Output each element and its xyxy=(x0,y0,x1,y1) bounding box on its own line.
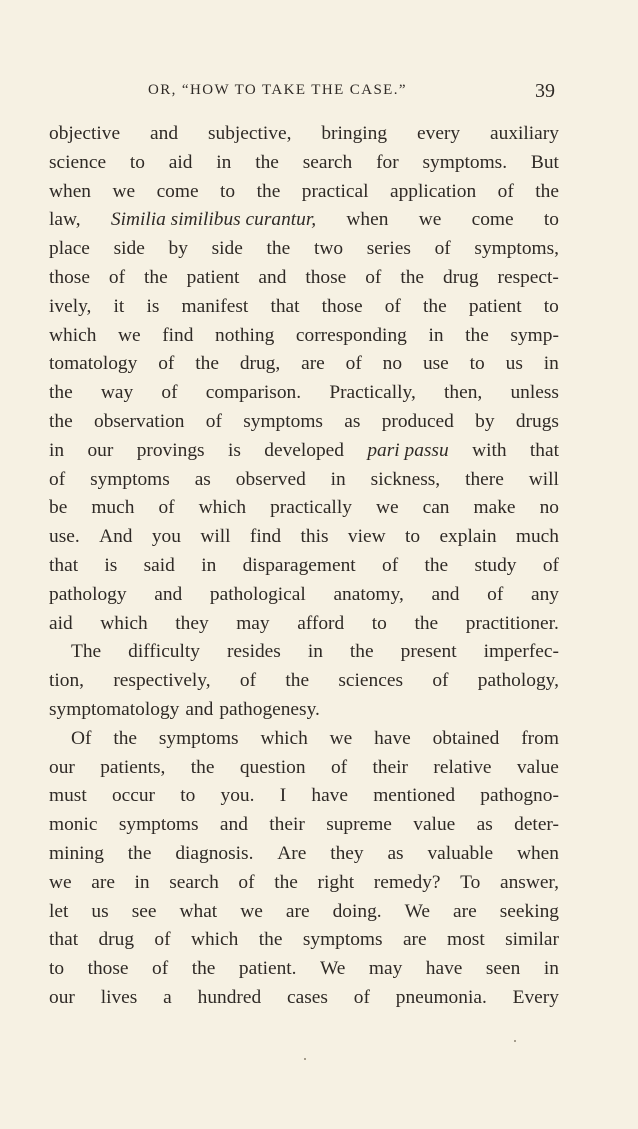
word: difficulty xyxy=(128,641,200,663)
word: of xyxy=(238,871,255,893)
word: patient xyxy=(468,295,522,317)
word: science xyxy=(49,151,107,173)
word: find xyxy=(249,526,282,548)
word: of xyxy=(239,670,257,692)
word: is xyxy=(146,295,160,317)
word: our xyxy=(87,439,114,461)
word: which xyxy=(190,929,239,951)
word: We xyxy=(404,900,431,922)
word: of xyxy=(353,986,370,1008)
word: may xyxy=(368,958,403,980)
paragraph xyxy=(49,638,559,724)
word: resides xyxy=(226,641,281,663)
word: auxiliary xyxy=(490,123,559,144)
word: in xyxy=(307,641,323,663)
word: value xyxy=(413,814,456,836)
word: of xyxy=(158,353,175,375)
word: then, xyxy=(444,382,483,404)
word: symptoms xyxy=(243,410,323,432)
word: drug xyxy=(443,266,479,288)
word: to xyxy=(469,353,485,375)
text-line xyxy=(49,494,559,523)
text-line xyxy=(49,466,559,495)
word: drug xyxy=(98,929,135,951)
word: we xyxy=(112,180,136,202)
word: the xyxy=(144,266,168,288)
word: in xyxy=(428,324,444,346)
word: cases xyxy=(287,986,328,1008)
word: similar xyxy=(505,929,559,951)
word: that xyxy=(49,929,79,951)
word: we xyxy=(375,497,399,519)
word: our xyxy=(49,986,75,1008)
word: deter- xyxy=(514,814,559,836)
word: present xyxy=(400,641,457,663)
word: tomatology xyxy=(49,353,138,375)
word: those xyxy=(49,266,90,288)
word: when xyxy=(346,209,389,231)
word: symptoms xyxy=(118,814,199,836)
word: pathology, xyxy=(477,670,559,692)
word: symptoms xyxy=(302,929,383,951)
word: and xyxy=(258,266,287,288)
word: of xyxy=(161,382,178,404)
word: from xyxy=(521,727,559,749)
word: the xyxy=(400,266,425,288)
word: application xyxy=(390,180,477,202)
word: patient. xyxy=(238,958,297,980)
word: pathogno- xyxy=(480,785,559,807)
word: comparison. xyxy=(205,382,302,404)
word: this xyxy=(300,526,329,548)
word: as xyxy=(344,410,361,432)
word: come xyxy=(471,209,514,231)
word: observed xyxy=(235,468,306,490)
body-text xyxy=(49,120,559,1013)
word: Practically, xyxy=(329,382,416,404)
word: use. xyxy=(49,526,80,548)
word: Similia similibus curantur, xyxy=(110,209,317,231)
word: the xyxy=(255,151,279,173)
word: pari passu xyxy=(367,439,449,461)
word: symptoms. xyxy=(422,151,508,173)
word: they xyxy=(330,842,364,864)
word: of xyxy=(434,238,451,260)
word: seen xyxy=(485,958,521,980)
word: of xyxy=(542,554,559,576)
word: they xyxy=(175,612,209,634)
text-line xyxy=(49,840,559,869)
word: in xyxy=(134,871,150,893)
word: search xyxy=(169,871,219,893)
word: lives xyxy=(100,986,138,1008)
text-line xyxy=(49,350,559,379)
word: let xyxy=(49,900,69,922)
word: those xyxy=(305,266,347,288)
text-line xyxy=(49,782,559,811)
word: of xyxy=(345,353,362,375)
word: drug, xyxy=(239,353,281,375)
word: obtained xyxy=(432,727,500,749)
word: the xyxy=(49,382,73,404)
word: explain xyxy=(439,526,497,548)
word: the xyxy=(424,554,449,576)
word: we xyxy=(418,209,442,231)
word: no xyxy=(539,497,559,519)
text-line xyxy=(49,869,559,898)
word: which xyxy=(49,324,97,346)
word: of xyxy=(158,497,175,519)
word: you xyxy=(151,526,181,548)
text-line xyxy=(49,725,559,754)
word: pathogenesy. xyxy=(219,698,320,720)
word: practitioner. xyxy=(465,612,559,634)
word: subjective, xyxy=(207,123,292,144)
word: the xyxy=(266,238,291,260)
word: to xyxy=(220,180,236,202)
word: of xyxy=(205,410,222,432)
word: respect- xyxy=(497,266,559,288)
word: afford xyxy=(297,612,345,634)
word: I xyxy=(279,785,287,807)
word: which xyxy=(260,727,308,749)
word: in xyxy=(330,468,346,490)
word: that xyxy=(270,295,300,317)
word: are xyxy=(453,900,477,922)
word: and xyxy=(150,123,179,144)
word: the xyxy=(190,756,215,778)
word: practically xyxy=(270,497,352,519)
word: by xyxy=(475,410,495,432)
word: symptoms, xyxy=(474,238,559,260)
word: of xyxy=(487,583,504,605)
word: disparagement xyxy=(242,554,356,576)
word: the xyxy=(274,871,298,893)
word: of xyxy=(432,670,449,692)
word: of xyxy=(108,266,126,288)
word: value xyxy=(516,756,559,778)
word: aid xyxy=(49,612,73,634)
word: that xyxy=(529,439,559,461)
word: that xyxy=(49,554,79,576)
word: see xyxy=(131,900,157,922)
word: and xyxy=(154,583,183,605)
text-line xyxy=(49,149,559,178)
word: to xyxy=(129,151,145,173)
word: and xyxy=(185,698,214,720)
word: drugs xyxy=(515,410,559,432)
word: said xyxy=(143,554,175,576)
word: answer, xyxy=(499,871,559,893)
word: be xyxy=(49,497,68,519)
word: find xyxy=(162,324,194,346)
word: pneumonia. xyxy=(395,986,487,1008)
word: Of xyxy=(71,727,92,749)
word: imperfec- xyxy=(483,641,559,663)
word: corresponding xyxy=(295,324,407,346)
word: there xyxy=(465,468,504,490)
word: for xyxy=(376,151,399,173)
word: of xyxy=(152,958,169,980)
word: much xyxy=(91,497,135,519)
word: is xyxy=(104,554,118,576)
word: to xyxy=(543,209,559,231)
word: when xyxy=(49,180,92,202)
running-header xyxy=(0,82,638,106)
word: symptomatology xyxy=(49,698,180,720)
word: the xyxy=(465,324,489,346)
word: are xyxy=(301,353,325,375)
word: doing. xyxy=(332,900,382,922)
word: anatomy, xyxy=(333,583,404,605)
word: may xyxy=(236,612,270,634)
word: supreme xyxy=(326,814,392,836)
word: patient xyxy=(186,266,240,288)
word: can xyxy=(422,497,450,519)
word: have xyxy=(374,727,411,749)
word: of xyxy=(365,266,382,288)
word: as xyxy=(387,842,404,864)
word: mining xyxy=(49,842,104,864)
word: occur xyxy=(111,785,155,807)
word: aid xyxy=(168,151,193,173)
word: and xyxy=(431,583,460,605)
word: the xyxy=(349,641,374,663)
word: as xyxy=(476,814,493,836)
text-line xyxy=(49,638,559,667)
word: two xyxy=(313,238,344,260)
word: we xyxy=(329,727,353,749)
text-line xyxy=(49,206,559,235)
word: we xyxy=(49,871,72,893)
running-title: OR, “HOW TO TAKE THE CASE.” xyxy=(148,82,407,98)
word: will xyxy=(528,468,559,490)
word: of xyxy=(382,554,399,576)
word: monic xyxy=(49,814,98,836)
word: is xyxy=(227,439,241,461)
text-line xyxy=(49,178,559,207)
print-speck xyxy=(304,1058,306,1060)
text-line xyxy=(49,898,559,927)
word: of xyxy=(49,468,66,490)
word: our xyxy=(49,756,75,778)
word: those xyxy=(321,295,363,317)
word: are xyxy=(285,900,310,922)
text-line xyxy=(49,696,559,725)
text-line xyxy=(49,955,559,984)
word: series xyxy=(366,238,411,260)
word: remedy? xyxy=(373,871,441,893)
word: what xyxy=(179,900,218,922)
word: those xyxy=(87,958,129,980)
word: sickness, xyxy=(370,468,441,490)
word: to xyxy=(49,958,65,980)
word: pathological xyxy=(209,583,306,605)
word: the xyxy=(414,612,439,634)
text-line xyxy=(49,408,559,437)
word: mentioned xyxy=(373,785,456,807)
word: the xyxy=(256,180,281,202)
word: the xyxy=(423,295,447,317)
word: the xyxy=(127,842,152,864)
word: the xyxy=(195,353,219,375)
word: must xyxy=(49,785,87,807)
page-number: 39 xyxy=(535,80,555,102)
word: by xyxy=(168,238,188,260)
word: the xyxy=(191,958,216,980)
word: symptoms xyxy=(158,727,239,749)
text-line xyxy=(49,120,559,149)
text-line xyxy=(49,293,559,322)
word: the xyxy=(258,929,283,951)
word: law, xyxy=(49,209,81,231)
word: use xyxy=(422,353,449,375)
word: place xyxy=(49,238,90,260)
word: symptoms xyxy=(90,468,170,490)
word: provings xyxy=(136,439,205,461)
text-line xyxy=(49,754,559,783)
word: the xyxy=(535,180,559,202)
word: are xyxy=(402,929,427,951)
word: diagnosis. xyxy=(175,842,254,864)
word: their xyxy=(269,814,305,836)
word: And xyxy=(99,526,133,548)
word: hundred xyxy=(197,986,262,1008)
word: in xyxy=(543,958,559,980)
word: of xyxy=(154,929,171,951)
word: developed xyxy=(264,439,344,461)
word: to xyxy=(404,526,421,548)
word: Every xyxy=(512,986,559,1008)
word: to xyxy=(543,295,559,317)
word: will xyxy=(200,526,231,548)
word: question xyxy=(239,756,306,778)
word: which xyxy=(198,497,247,519)
word: no xyxy=(382,353,403,375)
word: The xyxy=(71,641,102,663)
word: We xyxy=(320,958,346,980)
word: have xyxy=(425,958,463,980)
word: study xyxy=(474,554,517,576)
text-line xyxy=(49,552,559,581)
word: relative xyxy=(433,756,492,778)
word: a xyxy=(163,986,172,1008)
text-line xyxy=(49,581,559,610)
word: practical xyxy=(301,180,369,202)
text-line xyxy=(49,984,559,1013)
word: way xyxy=(100,382,134,404)
word: come xyxy=(156,180,199,202)
word: any xyxy=(530,583,559,605)
word: when xyxy=(516,842,559,864)
word: we xyxy=(117,324,141,346)
word: tion, xyxy=(49,670,85,692)
word: which xyxy=(100,612,148,634)
word: nothing xyxy=(215,324,275,346)
word: observation xyxy=(94,410,185,432)
text-line xyxy=(49,322,559,351)
word: it xyxy=(113,295,125,317)
word: of xyxy=(330,756,348,778)
word: objective xyxy=(49,123,121,144)
word: sciences xyxy=(338,670,403,692)
word: unless xyxy=(510,382,559,404)
word: pathology xyxy=(49,583,127,605)
word: To xyxy=(460,871,481,893)
word: most xyxy=(447,929,485,951)
text-line xyxy=(49,667,559,696)
word: the xyxy=(49,410,73,432)
paragraph xyxy=(49,120,559,638)
word: side xyxy=(211,238,243,260)
word: to xyxy=(371,612,387,634)
word: to xyxy=(180,785,196,807)
text-line xyxy=(49,264,559,293)
word: in xyxy=(216,151,232,173)
word: in xyxy=(543,353,559,375)
text-line xyxy=(49,811,559,840)
text-line xyxy=(49,437,559,466)
word: right xyxy=(317,871,355,893)
word: symp- xyxy=(510,324,559,346)
word: are xyxy=(91,871,115,893)
paragraph xyxy=(49,725,559,1013)
text-line xyxy=(49,610,559,639)
word: produced xyxy=(381,410,454,432)
word: every xyxy=(417,123,461,144)
word: of xyxy=(384,295,401,317)
word: Are xyxy=(277,842,307,864)
word: valuable xyxy=(427,842,494,864)
word: bringing xyxy=(321,123,388,144)
word: the xyxy=(113,727,138,749)
word: have xyxy=(311,785,348,807)
word: us xyxy=(91,900,109,922)
word: side xyxy=(113,238,145,260)
word: you. xyxy=(220,785,255,807)
word: us xyxy=(505,353,523,375)
word: seeking xyxy=(499,900,559,922)
word: in xyxy=(201,554,217,576)
word: But xyxy=(530,151,559,173)
word: with xyxy=(472,439,507,461)
print-speck xyxy=(514,1040,516,1042)
word: and xyxy=(219,814,248,836)
word: make xyxy=(473,497,516,519)
word: ively, xyxy=(49,295,92,317)
word: patients, xyxy=(100,756,166,778)
word: as xyxy=(194,468,211,490)
word: their xyxy=(372,756,409,778)
text-line xyxy=(49,235,559,264)
word: we xyxy=(240,900,263,922)
word: much xyxy=(515,526,559,548)
word: in xyxy=(49,439,65,461)
text-line xyxy=(49,523,559,552)
word: view xyxy=(347,526,386,548)
word: manifest xyxy=(181,295,249,317)
word: of xyxy=(497,180,514,202)
text-line xyxy=(49,379,559,408)
word: respectively, xyxy=(113,670,211,692)
word: search xyxy=(302,151,353,173)
text-line xyxy=(49,926,559,955)
word: the xyxy=(285,670,310,692)
